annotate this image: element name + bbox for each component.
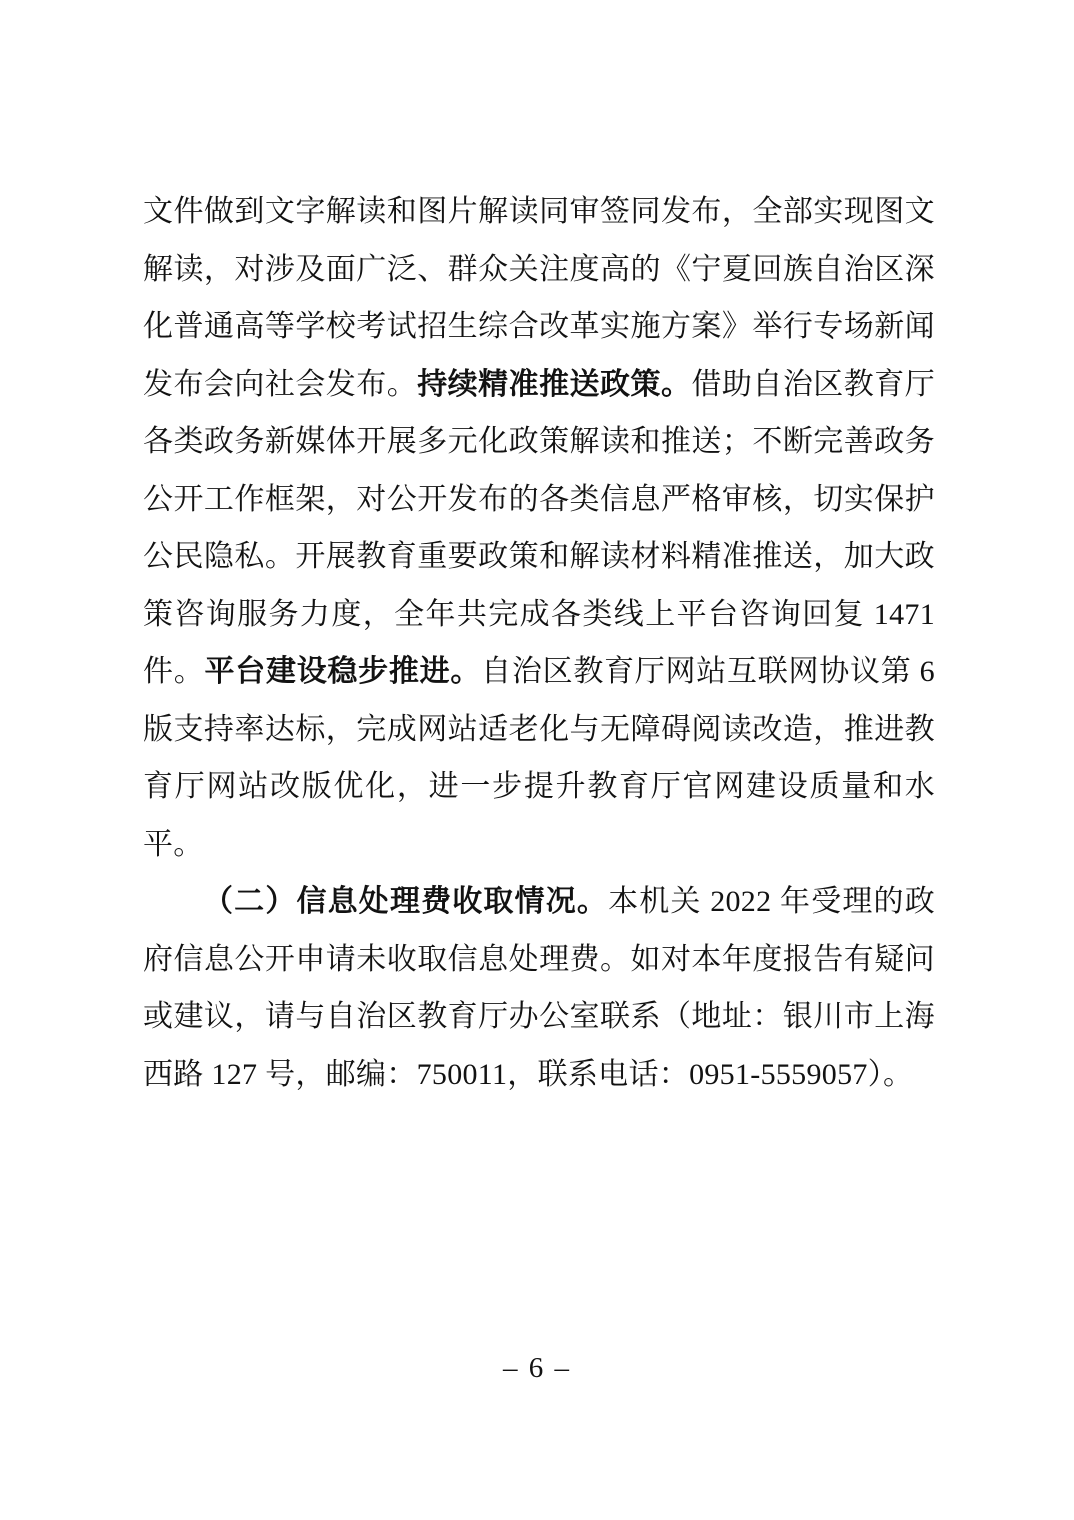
document-body bbox=[143, 183, 935, 1103]
page-number: – 6 – bbox=[503, 1352, 571, 1384]
text-run: 持续精准推送政策。 bbox=[417, 367, 692, 401]
text-run: 自治区教育厅网站互联网协议第 6 版支持率达标，完成网站适老化与无障碍阅读改造，推进教育厅网站改版优化，进一步提升教育厅官网建设质量和水平。 bbox=[143, 655, 935, 861]
text-run: 文件做到文字解读和图片解读同审签同发布，全部实现图文解读，对涉及面广泛、群众关注度高的《宁夏回族自治区深化普通高等学校考试招生综合改革实施方案》举行专场新闻发布会向社会发布。 bbox=[143, 195, 935, 401]
text-run: 借助自治区教育厅各类政务新媒体开展多元化政策解读和推送；不断完善政务公开工作框架，对公开发布的各类信息严格审核，切实保护公民隐私。开展教育重要政策和解读材料精准推送，加大政策咨询服务力度，全年共完成各类线上平台咨询回复 1471 件。 bbox=[143, 367, 936, 688]
paragraph-policy-interpretation bbox=[143, 183, 935, 873]
text-run: 本机关 2022 年受理的政府信息公开申请未收取信息处理费。如对本年度报告有疑问或建议，请与自治区教育厅办公室联系（地址：银川市上海西路 127 号，邮编：750011，联系电话：0951-5559057）。 bbox=[143, 885, 935, 1091]
paragraph-fee-collection bbox=[143, 873, 935, 1103]
text-run: （二）信息处理费收取情况。 bbox=[203, 885, 609, 918]
text-run: 平台建设稳步推进。 bbox=[204, 655, 482, 688]
